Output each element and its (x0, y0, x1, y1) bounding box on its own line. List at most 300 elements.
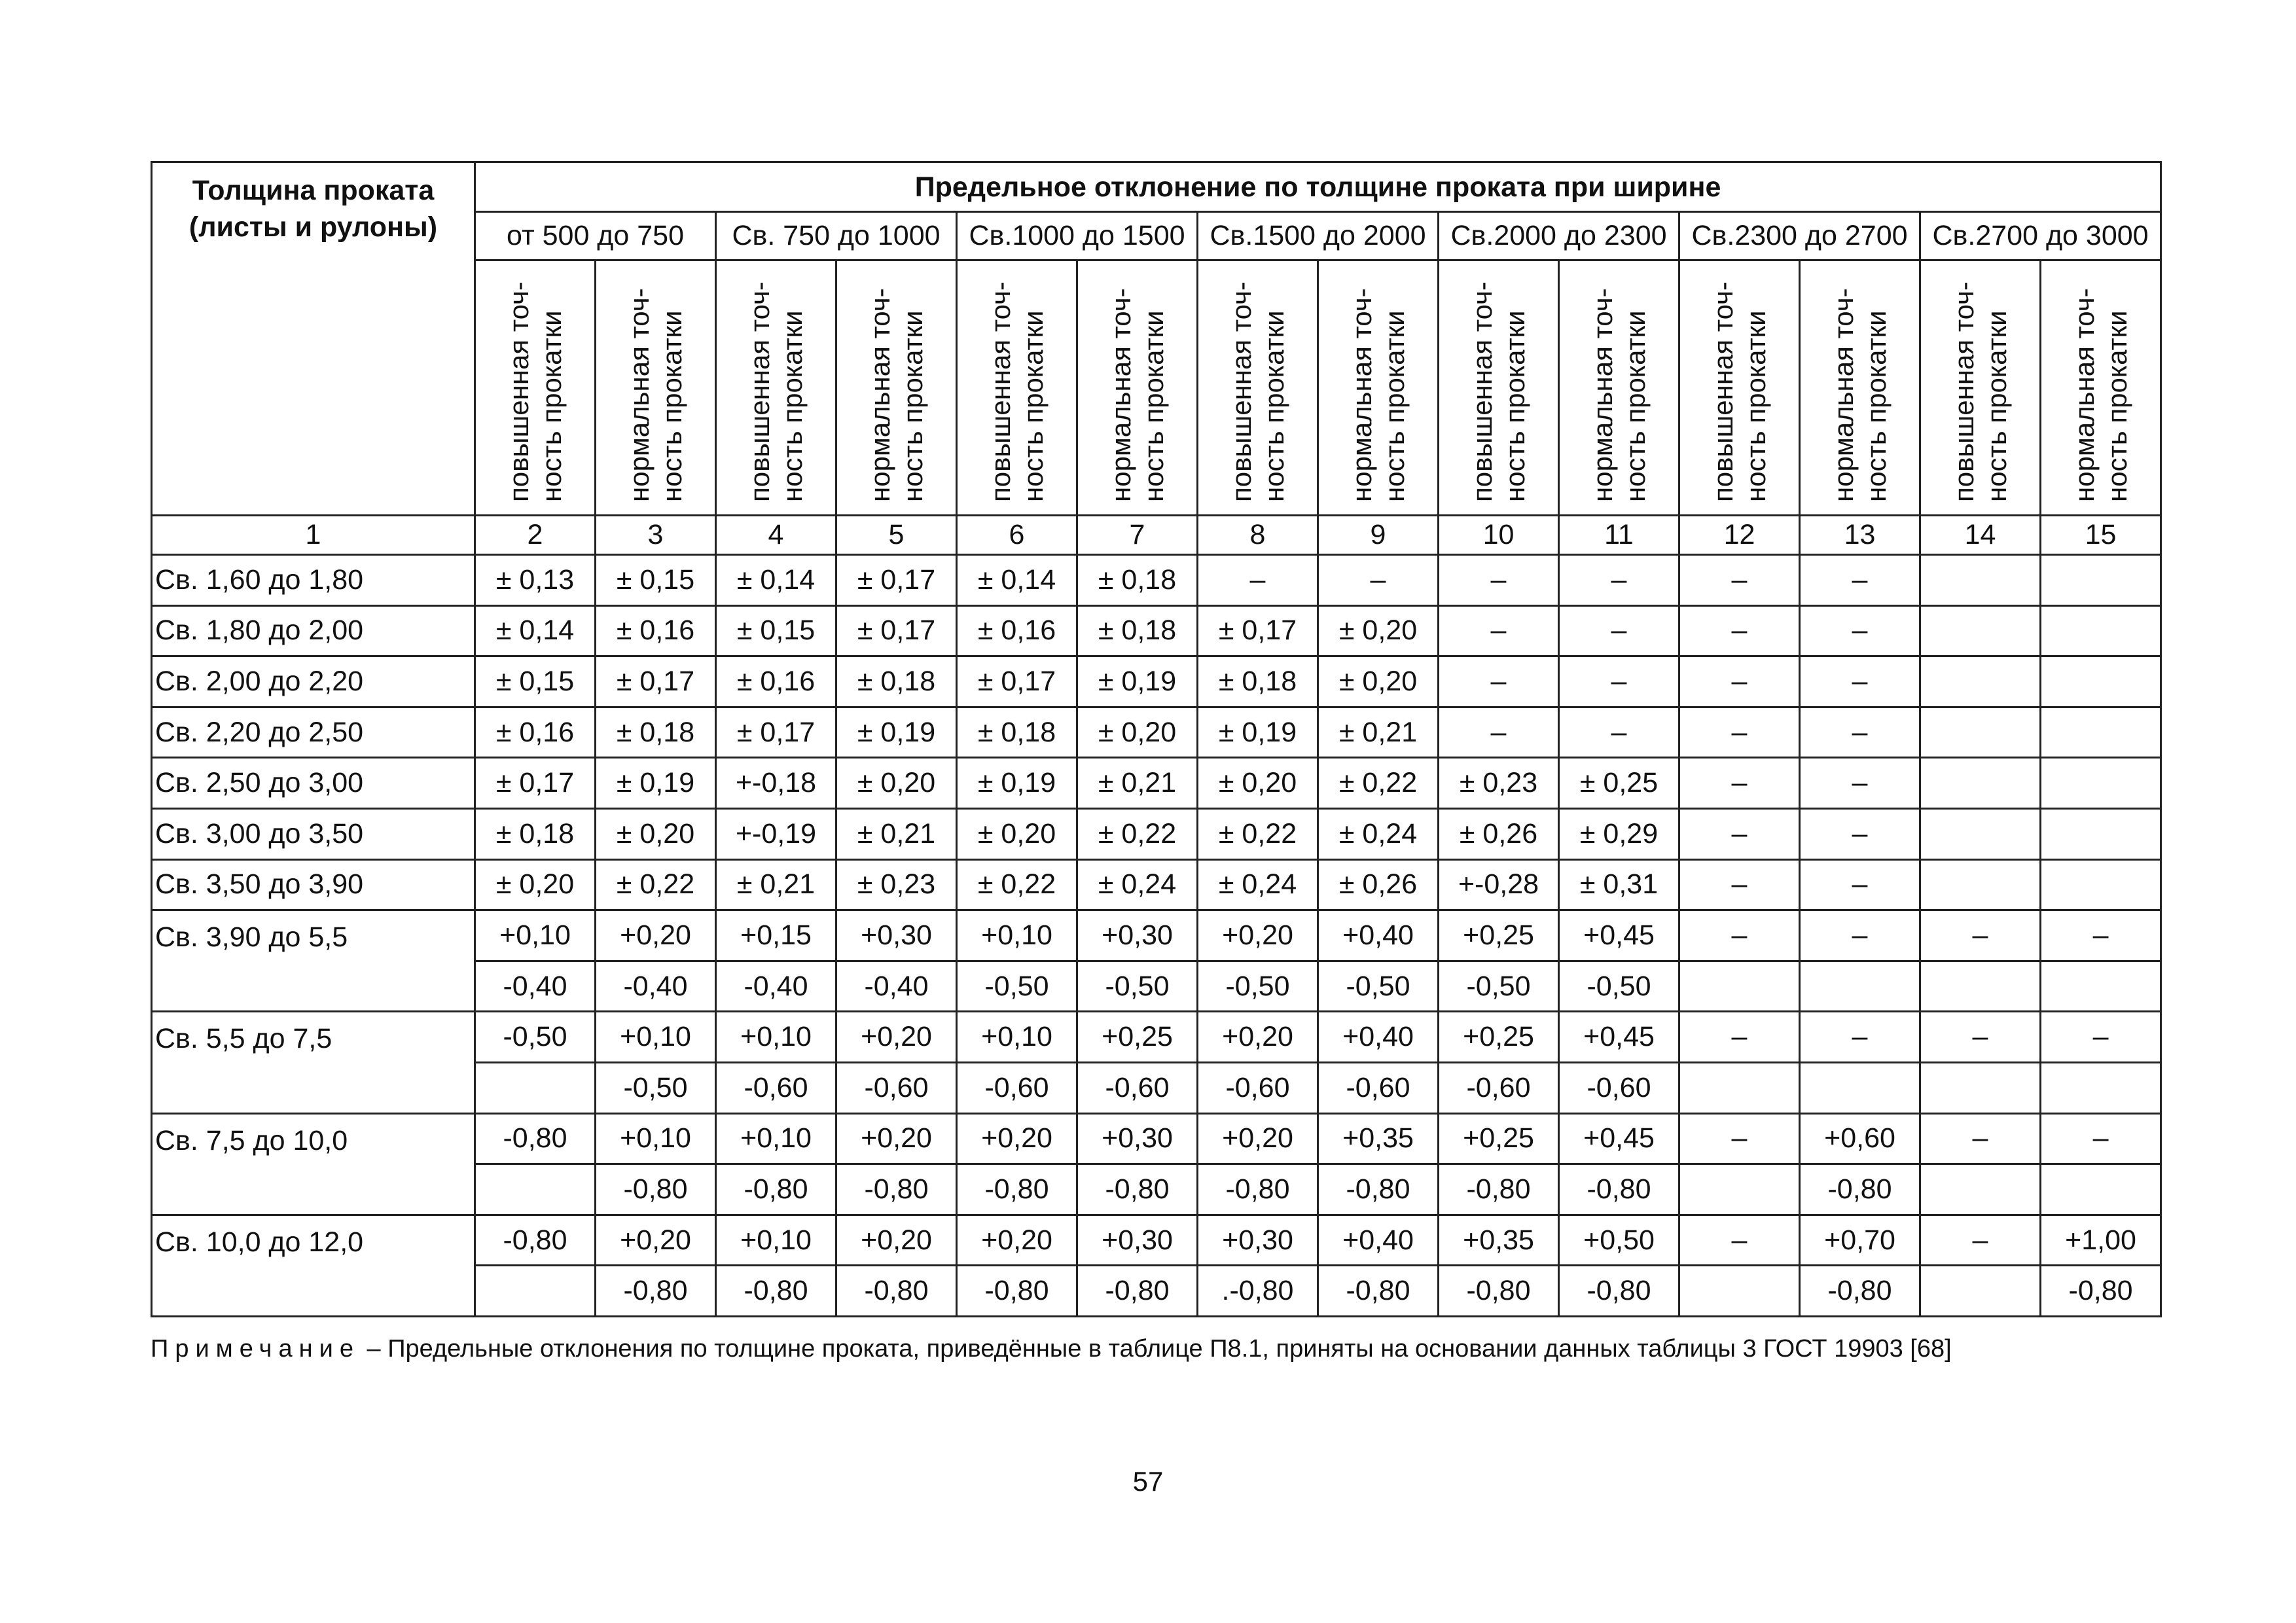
deviation-cell-lower (2041, 1062, 2161, 1113)
deviation-cell-lower: -0,60 (716, 1062, 836, 1113)
deviation-cell-upper: +0,20 (836, 1215, 957, 1266)
deviation-cell-upper: +0,20 (596, 1215, 716, 1266)
deviation-cell-upper: +0,20 (957, 1113, 1077, 1164)
deviation-cell: – (1559, 555, 1679, 606)
deviation-cell-upper: – (1800, 1012, 1920, 1063)
column-number: 4 (716, 516, 836, 555)
column-number: 14 (1920, 516, 2041, 555)
table-row (152, 758, 2161, 809)
deviation-cell-upper: – (1800, 910, 1920, 961)
deviation-cell-upper: +0,10 (596, 1012, 716, 1063)
precision-label (744, 266, 809, 502)
column-number: 8 (1198, 516, 1318, 555)
deviation-cell: – (1800, 605, 1920, 656)
thickness-subtitle: (листы и рулоны) (188, 211, 438, 243)
deviation-cell: ± 0,26 (1318, 859, 1439, 910)
precision-high-header (475, 260, 596, 516)
deviation-cell: – (1559, 656, 1679, 707)
deviation-cell (2041, 758, 2161, 809)
deviation-cell-lower (1679, 1164, 1800, 1215)
deviation-cell: ± 0,20 (475, 859, 596, 910)
deviation-cell: ± 0,21 (836, 808, 957, 859)
precision-line: повышенная точ- (1225, 281, 1257, 502)
precision-line: ность прокатки (535, 310, 567, 502)
deviation-cell (2041, 859, 2161, 910)
deviation-cell: ± 0,19 (596, 758, 716, 809)
precision-high-header (1920, 260, 2041, 516)
deviation-cell-lower: -0,40 (596, 961, 716, 1012)
deviation-cell-upper: +0,45 (1559, 1012, 1679, 1063)
precision-line: повышенная точ- (503, 281, 534, 502)
deviation-cell-lower (1920, 961, 2041, 1012)
deviation-cell-upper: +0,15 (716, 910, 836, 961)
thickness-label: Св. 3,00 до 3,50 (152, 808, 475, 859)
deviation-cell-upper: +0,45 (1559, 910, 1679, 961)
deviation-cell: ± 0,19 (1077, 656, 1198, 707)
deviation-cell: ± 0,14 (475, 605, 596, 656)
table-note (151, 1331, 2140, 1366)
deviation-cell: – (1198, 555, 1318, 606)
deviation-cell-lower: -0,50 (1559, 961, 1679, 1012)
deviation-cell-lower: -0,80 (1077, 1266, 1198, 1317)
deviation-cell: ± 0,20 (1198, 758, 1318, 809)
precision-line: нормальная точ- (2068, 288, 2100, 502)
deviation-cell-lower: -0,50 (1439, 961, 1559, 1012)
precision-normal-header (2041, 260, 2161, 516)
deviation-cell (2041, 707, 2161, 758)
width-range-header: Св.2700 до 3000 (1920, 212, 2161, 260)
deviation-cell-lower: -0,80 (836, 1266, 957, 1317)
deviation-cell: ± 0,24 (1318, 808, 1439, 859)
note-dash: – (359, 1335, 388, 1363)
deviation-cell: ± 0,20 (596, 808, 716, 859)
deviation-cell: ± 0,20 (1077, 707, 1198, 758)
deviation-cell-upper: – (1920, 910, 2041, 961)
deviation-cell-upper: – (1920, 1113, 2041, 1164)
deviation-cell-upper: +0,10 (957, 910, 1077, 961)
deviation-cell: ± 0,20 (957, 808, 1077, 859)
deviation-cell (2041, 656, 2161, 707)
precision-line: нормальная точ- (864, 288, 895, 502)
deviation-cell-upper: +0,30 (1077, 910, 1198, 961)
deviation-cell: ± 0,16 (957, 605, 1077, 656)
thickness-title: Толщина проката (192, 175, 435, 206)
width-range-header: Св.2300 до 2700 (1679, 212, 1920, 260)
precision-high-header (1198, 260, 1318, 516)
precision-line: повышенная точ- (1948, 281, 1979, 502)
deviation-cell-upper: +0,40 (1318, 910, 1439, 961)
deviation-cell: ± 0,19 (836, 707, 957, 758)
deviation-cell: ± 0,18 (957, 707, 1077, 758)
note-label: Примечание (151, 1335, 360, 1363)
deviation-cell: +-0,19 (716, 808, 836, 859)
deviation-cell: ± 0,18 (1077, 555, 1198, 606)
thickness-label: Св. 1,80 до 2,00 (152, 605, 475, 656)
deviation-cell-lower: -0,50 (596, 1062, 716, 1113)
deviation-cell-lower: -0,60 (1559, 1062, 1679, 1113)
column-number: 10 (1439, 516, 1559, 555)
deviation-cell-lower (1800, 1062, 1920, 1113)
deviation-cell-lower: -0,40 (475, 961, 596, 1012)
deviation-cell: ± 0,17 (475, 758, 596, 809)
deviation-cell: ± 0,17 (836, 605, 957, 656)
deviation-cell: ± 0,17 (596, 656, 716, 707)
precision-normal-header (1077, 260, 1198, 516)
thickness-label: Св. 3,50 до 3,90 (152, 859, 475, 910)
deviation-cell-lower (1800, 961, 1920, 1012)
deviation-cell-upper: – (1679, 1215, 1800, 1266)
deviation-cell: ± 0,29 (1559, 808, 1679, 859)
deviation-cell-lower: -0,40 (716, 961, 836, 1012)
precision-line: ность прокатки (1860, 310, 1892, 502)
deviation-cell: – (1800, 808, 1920, 859)
deviation-cell-upper: +0,45 (1559, 1113, 1679, 1164)
deviation-cell: ± 0,20 (1318, 656, 1439, 707)
column-number: 6 (957, 516, 1077, 555)
deviation-cell-upper: +0,25 (1439, 910, 1559, 961)
deviation-cell (1920, 758, 2041, 809)
precision-high-header (716, 260, 836, 516)
column-number: 3 (596, 516, 716, 555)
precision-label (1105, 266, 1170, 502)
deviation-cell-upper: +0,30 (1077, 1113, 1198, 1164)
deviation-cell-lower (1679, 1062, 1800, 1113)
precision-line: нормальная точ- (623, 288, 655, 502)
deviation-cell: ± 0,17 (1198, 605, 1318, 656)
table-row (152, 859, 2161, 910)
deviation-cell-lower: -0,80 (1198, 1164, 1318, 1215)
deviation-cell-upper: -0,80 (475, 1215, 596, 1266)
deviation-cell: ± 0,15 (475, 656, 596, 707)
precision-normal-header (1800, 260, 1920, 516)
precision-line: ность прокатки (1138, 310, 1169, 502)
precision-line: нормальная точ- (1105, 288, 1136, 502)
deviation-cell: ± 0,21 (1077, 758, 1198, 809)
deviation-cell-lower: -0,60 (957, 1062, 1077, 1113)
precision-line: повышенная точ- (1707, 281, 1738, 502)
deviation-cell-lower: -0,80 (596, 1164, 716, 1215)
deviation-cell: ± 0,15 (596, 555, 716, 606)
deviation-cell (1920, 555, 2041, 606)
precision-line: повышенная точ- (984, 281, 1016, 502)
column-number-row (152, 516, 2161, 555)
deviation-cell-upper: +0,20 (596, 910, 716, 961)
precision-line: ность прокатки (656, 310, 687, 502)
table-row (152, 910, 2161, 961)
thickness-label: Св. 2,00 до 2,20 (152, 656, 475, 707)
deviation-cell-lower: -0,60 (836, 1062, 957, 1113)
deviation-cell-lower: -0,80 (957, 1266, 1077, 1317)
deviation-cell-lower: -0,80 (836, 1164, 957, 1215)
deviation-cell: – (1318, 555, 1439, 606)
deviation-cell: ± 0,19 (1198, 707, 1318, 758)
deviation-cell: – (1679, 859, 1800, 910)
deviation-cell: ± 0,21 (1318, 707, 1439, 758)
deviation-cell: – (1559, 707, 1679, 758)
deviation-cell: – (1679, 605, 1800, 656)
deviation-cell: ± 0,14 (716, 555, 836, 606)
precision-line: нормальная точ- (1346, 288, 1377, 502)
deviation-cell: – (1439, 707, 1559, 758)
width-range-header: Св. 750 до 1000 (716, 212, 957, 260)
precision-high-header (1679, 260, 1800, 516)
deviation-cell-upper: +0,50 (1559, 1215, 1679, 1266)
deviation-cell (1920, 808, 2041, 859)
deviation-cell: ± 0,17 (716, 707, 836, 758)
deviation-cell: ± 0,23 (1439, 758, 1559, 809)
deviation-cell-upper: +1,00 (2041, 1215, 2161, 1266)
thickness-label: Св. 10,0 до 12,0 (152, 1215, 475, 1316)
deviation-cell-upper: – (1920, 1215, 2041, 1266)
precision-label (1466, 266, 1532, 502)
deviation-cell: ± 0,14 (957, 555, 1077, 606)
deviation-cell-lower: -0,50 (1198, 961, 1318, 1012)
deviation-cell-lower: -0,60 (1318, 1062, 1439, 1113)
deviation-header: Предельное отклонение по толщине проката при ширине (475, 162, 2161, 212)
deviation-cell: – (1679, 555, 1800, 606)
deviation-cell: ± 0,18 (836, 656, 957, 707)
deviation-cell-lower: -0,80 (1318, 1164, 1439, 1215)
width-range-header: от 500 до 750 (475, 212, 716, 260)
deviation-cell-lower (475, 1266, 596, 1317)
tolerance-table (151, 161, 2162, 1317)
column-number: 2 (475, 516, 596, 555)
deviation-cell: – (1439, 555, 1559, 606)
thickness-label: Св. 5,5 до 7,5 (152, 1012, 475, 1113)
deviation-cell: ± 0,22 (1077, 808, 1198, 859)
deviation-cell-lower: -0,60 (1077, 1062, 1198, 1113)
deviation-cell: ± 0,18 (1198, 656, 1318, 707)
deviation-cell-upper: – (2041, 910, 2161, 961)
deviation-cell-lower: -0,80 (957, 1164, 1077, 1215)
deviation-cell: ± 0,26 (1439, 808, 1559, 859)
deviation-cell (2041, 605, 2161, 656)
column-number: 5 (836, 516, 957, 555)
deviation-cell: – (1800, 758, 1920, 809)
deviation-cell-upper: +0,40 (1318, 1012, 1439, 1063)
deviation-cell: – (1800, 859, 1920, 910)
deviation-cell-upper: +0,10 (475, 910, 596, 961)
deviation-cell: ± 0,23 (836, 859, 957, 910)
deviation-cell-lower (1920, 1062, 2041, 1113)
column-number: 1 (152, 516, 475, 555)
precision-label (1587, 266, 1652, 502)
precision-line: ность прокатки (1981, 310, 2012, 502)
precision-line: ность прокатки (1740, 310, 1771, 502)
precision-label (1707, 266, 1772, 502)
deviation-cell: ± 0,25 (1559, 758, 1679, 809)
deviation-cell-upper: +0,25 (1439, 1012, 1559, 1063)
deviation-cell-lower: -0,50 (957, 961, 1077, 1012)
precision-label (623, 266, 689, 502)
deviation-cell-lower: -0,50 (1077, 961, 1198, 1012)
deviation-cell: ± 0,15 (716, 605, 836, 656)
deviation-cell-upper: +0,35 (1439, 1215, 1559, 1266)
deviation-cell-upper: +0,10 (716, 1113, 836, 1164)
precision-line: ность прокатки (1378, 310, 1410, 502)
deviation-cell (2041, 808, 2161, 859)
deviation-cell-lower: -0,80 (1439, 1266, 1559, 1317)
deviation-cell (1920, 605, 2041, 656)
table-row (152, 1215, 2161, 1266)
deviation-cell-lower: -0,80 (1559, 1266, 1679, 1317)
deviation-cell-lower: .-0,80 (1198, 1266, 1318, 1317)
deviation-cell (1920, 859, 2041, 910)
deviation-cell-upper: +0,20 (957, 1215, 1077, 1266)
deviation-cell: ± 0,24 (1198, 859, 1318, 910)
precision-label (1346, 266, 1411, 502)
deviation-cell-upper: +0,10 (596, 1113, 716, 1164)
deviation-cell-lower: -0,80 (1559, 1164, 1679, 1215)
deviation-cell-upper: +0,25 (1439, 1113, 1559, 1164)
precision-label (984, 266, 1050, 502)
deviation-cell: – (1439, 605, 1559, 656)
deviation-cell (1920, 656, 2041, 707)
deviation-cell: ± 0,19 (957, 758, 1077, 809)
deviation-cell: ± 0,22 (957, 859, 1077, 910)
precision-line: ность прокатки (897, 310, 928, 502)
deviation-cell-upper: +0,25 (1077, 1012, 1198, 1063)
deviation-cell: – (1800, 656, 1920, 707)
precision-label (1948, 266, 2013, 502)
deviation-cell: ± 0,16 (475, 707, 596, 758)
deviation-cell: – (1439, 656, 1559, 707)
deviation-cell-lower (2041, 1164, 2161, 1215)
thickness-label: Св. 2,20 до 2,50 (152, 707, 475, 758)
deviation-cell-lower (2041, 961, 2161, 1012)
precision-line: ность прокатки (1017, 310, 1049, 502)
precision-normal-header (836, 260, 957, 516)
deviation-cell: ± 0,20 (1318, 605, 1439, 656)
precision-normal-header (1559, 260, 1679, 516)
deviation-cell-lower: -0,80 (716, 1266, 836, 1317)
deviation-cell-upper: +0,70 (1800, 1215, 1920, 1266)
thickness-label: Св. 1,60 до 1,80 (152, 555, 475, 606)
deviation-cell-lower (1679, 961, 1800, 1012)
deviation-cell: ± 0,16 (716, 656, 836, 707)
width-range-header: Св.1000 до 1500 (957, 212, 1198, 260)
deviation-cell: ± 0,18 (596, 707, 716, 758)
deviation-cell-upper: +0,20 (836, 1113, 957, 1164)
table-row (152, 808, 2161, 859)
width-range-header: Св.1500 до 2000 (1198, 212, 1439, 260)
deviation-cell-upper: +0,30 (1198, 1215, 1318, 1266)
deviation-cell-upper: +0,20 (1198, 910, 1318, 961)
column-number: 12 (1679, 516, 1800, 555)
deviation-cell: ± 0,13 (475, 555, 596, 606)
deviation-cell-lower: -0,80 (1077, 1164, 1198, 1215)
table-row (152, 656, 2161, 707)
deviation-cell-lower (1679, 1266, 1800, 1317)
deviation-cell: – (1679, 808, 1800, 859)
deviation-cell-upper: – (1679, 1113, 1800, 1164)
thickness-header (152, 162, 475, 516)
precision-line: ность прокатки (1499, 310, 1530, 502)
table-row (152, 1012, 2161, 1063)
deviation-cell-lower (475, 1062, 596, 1113)
deviation-cell-upper: +0,10 (957, 1012, 1077, 1063)
precision-line: нормальная точ- (1587, 288, 1618, 502)
deviation-cell: ± 0,31 (1559, 859, 1679, 910)
deviation-cell-lower (1920, 1164, 2041, 1215)
column-number: 11 (1559, 516, 1679, 555)
precision-line: ность прокатки (1258, 310, 1289, 502)
precision-line: ность прокатки (1619, 310, 1651, 502)
deviation-cell-lower: -0,80 (1800, 1266, 1920, 1317)
deviation-cell (1920, 707, 2041, 758)
precision-label (1827, 266, 1893, 502)
deviation-cell-upper: +0,30 (836, 910, 957, 961)
column-number: 9 (1318, 516, 1439, 555)
deviation-cell-upper: – (1679, 910, 1800, 961)
precision-normal-header (1318, 260, 1439, 516)
deviation-cell-lower: -0,80 (1800, 1164, 1920, 1215)
deviation-cell-upper: – (1679, 1012, 1800, 1063)
precision-line: нормальная точ- (1827, 288, 1859, 502)
deviation-cell: ± 0,21 (716, 859, 836, 910)
deviation-cell-lower: -0,80 (2041, 1266, 2161, 1317)
deviation-cell-upper: +0,20 (1198, 1113, 1318, 1164)
deviation-cell-lower: -0,80 (716, 1164, 836, 1215)
deviation-cell: +-0,28 (1439, 859, 1559, 910)
width-range-header: Св.2000 до 2300 (1439, 212, 1679, 260)
deviation-cell (2041, 555, 2161, 606)
deviation-cell-lower: -0,60 (1439, 1062, 1559, 1113)
deviation-cell-upper: – (2041, 1113, 2161, 1164)
precision-high-header (1439, 260, 1559, 516)
deviation-cell: ± 0,16 (596, 605, 716, 656)
precision-normal-header (596, 260, 716, 516)
deviation-cell: +-0,18 (716, 758, 836, 809)
table-row (152, 707, 2161, 758)
deviation-cell-upper: +0,10 (716, 1012, 836, 1063)
deviation-cell: ± 0,18 (475, 808, 596, 859)
deviation-cell-upper: +0,35 (1318, 1113, 1439, 1164)
column-number: 7 (1077, 516, 1198, 555)
deviation-cell-lower: -0,80 (1318, 1266, 1439, 1317)
deviation-cell: – (1559, 605, 1679, 656)
page-number: 57 (1132, 1466, 1164, 1497)
deviation-cell-upper: +0,60 (1800, 1113, 1920, 1164)
deviation-cell-lower: -0,80 (596, 1266, 716, 1317)
precision-line: повышенная точ- (744, 281, 775, 502)
column-number: 13 (1800, 516, 1920, 555)
deviation-cell: ± 0,22 (596, 859, 716, 910)
note-text: Предельные отклонения по толщине проката, приведённые в таблице П8.1, приняты на основании данных таблицы 3 ГОСТ 19903 [68] (387, 1335, 1952, 1363)
deviation-cell-upper: – (2041, 1012, 2161, 1063)
deviation-cell: ± 0,17 (957, 656, 1077, 707)
thickness-label: Св. 2,50 до 3,00 (152, 758, 475, 809)
thickness-label: Св. 7,5 до 10,0 (152, 1113, 475, 1215)
precision-label (1225, 266, 1291, 502)
deviation-cell-upper: +0,30 (1077, 1215, 1198, 1266)
deviation-cell-upper: -0,80 (475, 1113, 596, 1164)
deviation-cell: – (1679, 758, 1800, 809)
deviation-cell-upper: -0,50 (475, 1012, 596, 1063)
deviation-cell: ± 0,17 (836, 555, 957, 606)
precision-high-header (957, 260, 1077, 516)
deviation-cell: ± 0,24 (1077, 859, 1198, 910)
table-row (152, 605, 2161, 656)
deviation-cell-upper: +0,40 (1318, 1215, 1439, 1266)
deviation-cell: – (1679, 707, 1800, 758)
deviation-cell-lower: -0,50 (1318, 961, 1439, 1012)
deviation-cell-lower: -0,60 (1198, 1062, 1318, 1113)
deviation-cell-lower (1920, 1266, 2041, 1317)
deviation-cell: – (1679, 656, 1800, 707)
table-row (152, 1113, 2161, 1164)
column-number: 15 (2041, 516, 2161, 555)
